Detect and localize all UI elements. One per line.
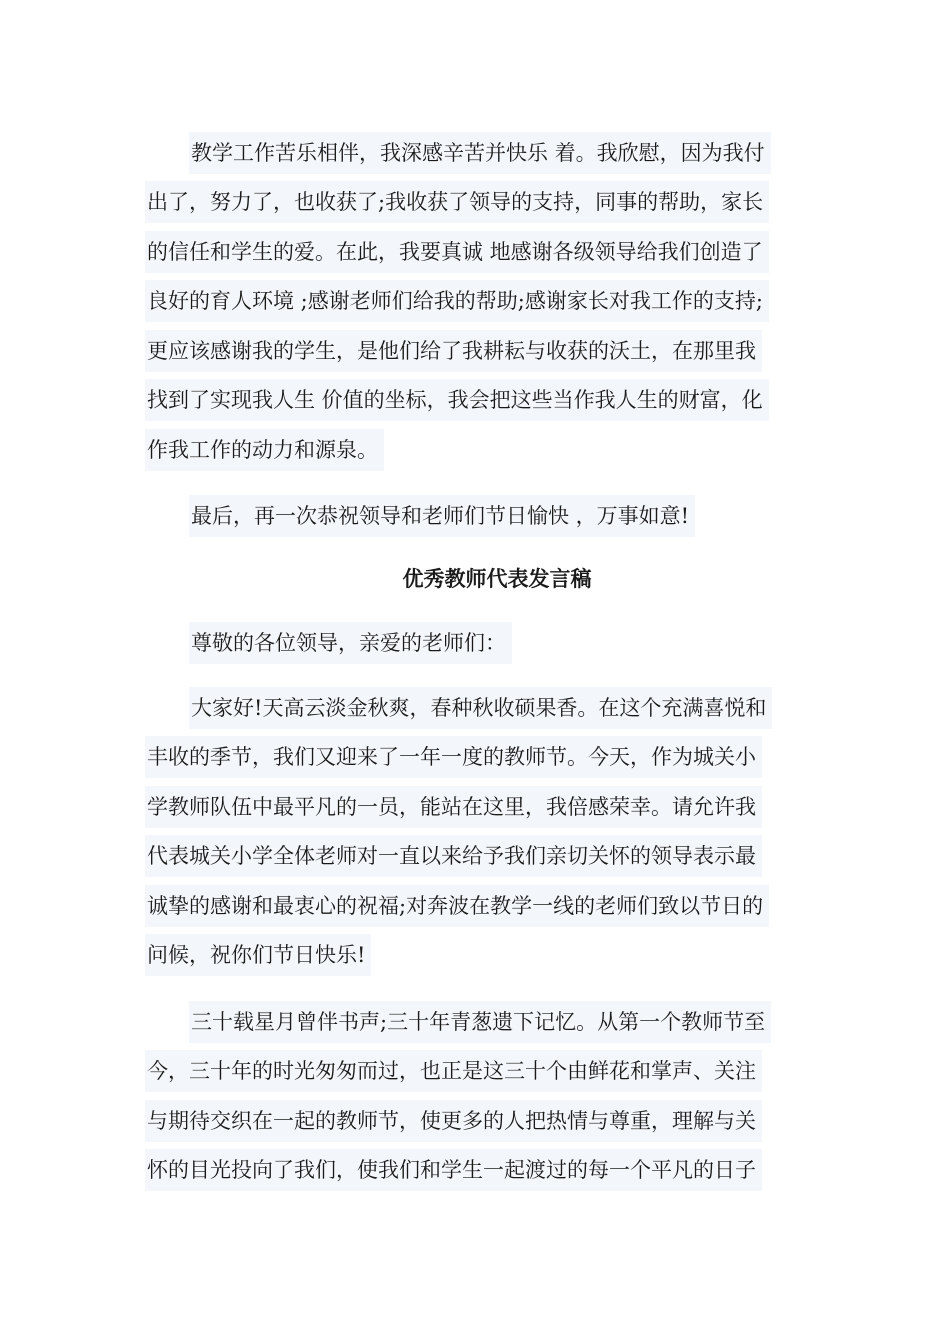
text-line: 大家好!天高云淡金秋爽，春种秋收硕果香。在这个充满喜悦和 — [145, 682, 825, 732]
text-line: 丰收的季节，我们又迎来了一年一度的教师节。今天，作为城关小 — [145, 732, 825, 782]
text-line: 与期待交织在一起的教师节，使更多的人把热情与尊重，理解与关 — [145, 1095, 825, 1145]
text-line: 良好的育人环境 ;感谢老师们给我的帮助;感谢家长对我工作的支持; — [145, 276, 825, 326]
text-line: 诚挚的感谢和最衷心的祝福;对奔波在教学一线的老师们致以节日的 — [145, 880, 825, 930]
text-line: 问候，祝你们节日快乐! — [145, 930, 825, 980]
text-line: 学教师队伍中最平凡的一员，能站在这里，我倍感荣幸。请允许我 — [145, 781, 825, 831]
text-line: 最后，再一次恭祝领导和老师们节日愉快 ，万事如意! — [145, 490, 825, 540]
text-line: 作我工作的动力和源泉。 — [145, 425, 825, 475]
text-line: 找到了实现我人生 价值的坐标，我会把这些当作我人生的财富，化 — [145, 375, 825, 425]
paragraph-closing-wishes — [145, 490, 825, 540]
text-line: 教学工作苦乐相伴，我深感辛苦并快乐 着。我欣慰，因为我付 — [145, 127, 825, 177]
paragraph-greeting — [145, 682, 825, 980]
text-line: 今，三十年的时光匆匆而过，也正是这三十个由鲜花和掌声、关注 — [145, 1046, 825, 1096]
text-line: 的信任和学生的爱。在此，我要真诚 地感谢各级领导给我们创造了 — [145, 226, 825, 276]
text-line: 尊敬的各位领导，亲爱的老师们： — [145, 617, 825, 667]
text-line: 代表城关小学全体老师对一直以来给予我们亲切关怀的领导表示最 — [145, 831, 825, 881]
paragraph-gratitude — [145, 127, 825, 474]
paragraph-thirty-years — [145, 996, 825, 1194]
section-title: 优秀教师代表发言稿 — [402, 566, 592, 591]
text-line: 更应该感谢我的学生，是他们给了我耕耘与收获的沃土，在那里我 — [145, 325, 825, 375]
text-line: 三十载星月曾伴书声;三十年青葱遗下记忆。从第一个教师节至 — [145, 996, 825, 1046]
text-line: 出了，努力了，也收获了;我收获了领导的支持，同事的帮助，家长 — [145, 177, 825, 227]
text-line: 怀的目光投向了我们，使我们和学生一起渡过的每一个平凡的日子 — [145, 1145, 825, 1195]
paragraph-salutation — [145, 617, 825, 667]
